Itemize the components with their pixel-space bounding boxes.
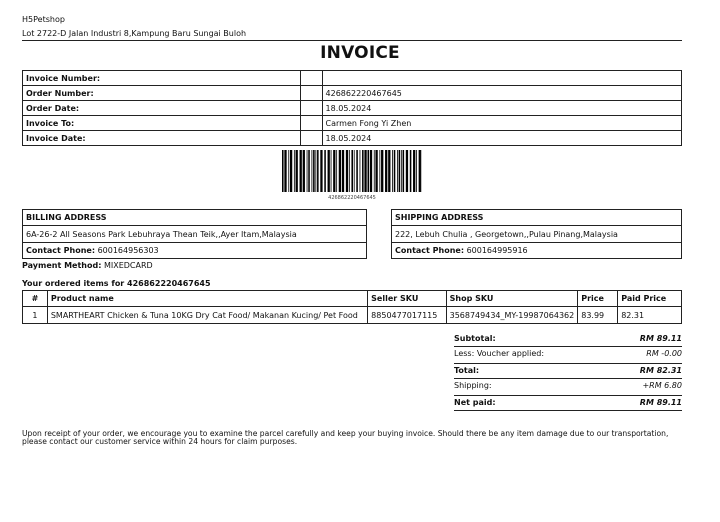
barcode-bar <box>351 150 353 192</box>
items-table <box>22 290 682 324</box>
shop-name: H5Petshop <box>22 15 65 24</box>
barcode-bar <box>294 150 295 192</box>
barcode-bar <box>331 150 332 192</box>
info-label: Invoice To: <box>23 116 301 131</box>
info-row <box>23 116 682 131</box>
barcode-bar <box>342 150 344 192</box>
barcode-image <box>282 150 422 192</box>
info-row <box>23 71 682 86</box>
barcode-bar <box>368 150 370 192</box>
barcode-bar <box>381 150 383 192</box>
info-label: Invoice Date: <box>23 131 301 146</box>
table-row <box>23 307 682 324</box>
barcode-bar <box>403 150 405 192</box>
barcode-bar <box>320 150 322 192</box>
barcode-number: 426862220467645 <box>328 195 376 201</box>
barcode-bar <box>416 150 417 192</box>
summary-shipping: Shipping: +RM 6.80 <box>454 381 682 390</box>
barcode-bar <box>370 150 372 192</box>
item-product-name: SMARTHEART Chicken & Tuna 10KG Dry Cat Food/ Makanan Kucing/ Pet Food <box>47 307 367 324</box>
shipping-phone: 600164995916 <box>466 246 528 255</box>
barcode-bar <box>288 150 289 192</box>
barcode-bar <box>339 150 341 192</box>
info-value: Carmen Fong Yi Zhen <box>322 116 681 131</box>
info-row <box>23 86 682 101</box>
info-label: Invoice Number: <box>23 71 301 86</box>
barcode-bar <box>349 150 350 192</box>
item-seller-sku: 8850477017115 <box>368 307 446 324</box>
barcode-bar <box>324 150 326 192</box>
item-index: 1 <box>23 307 48 324</box>
barcode-bar <box>336 150 337 192</box>
barcode-bar <box>290 150 292 192</box>
payment-method <box>22 261 153 270</box>
barcode-bar <box>296 150 298 192</box>
barcode-bar <box>419 150 421 192</box>
info-label: Order Date: <box>23 101 301 116</box>
info-value: 18.05.2024 <box>322 101 681 116</box>
info-row <box>23 101 682 116</box>
summary-subtotal: Subtotal: RM 89.11 <box>454 334 682 343</box>
barcode-bar <box>307 150 308 192</box>
barcode-bar <box>379 150 380 192</box>
invoice-info-table <box>22 70 682 146</box>
barcode-bar <box>328 150 330 192</box>
info-value <box>322 71 681 86</box>
shipping-address: 222, Lebuh Chulia , Georgetown,,Pulau Pinang,Malaysia <box>392 226 682 243</box>
barcode-bar <box>282 150 284 192</box>
col-header: Seller SKU <box>368 291 446 307</box>
billing-phone-label: Contact Phone: <box>26 246 96 255</box>
summary-voucher: Less: Voucher applied: RM -0.00 <box>454 349 682 358</box>
info-value: 426862220467645 <box>322 86 681 101</box>
billing-phone: 600164956303 <box>97 246 159 255</box>
barcode-bar <box>401 150 402 192</box>
barcode-bar <box>356 150 358 192</box>
address-table-shipping <box>391 209 682 259</box>
barcode-bar <box>313 150 315 192</box>
billing-address: 6A-26-2 All Seasons Park Lebuhraya Thean Teik,,Ayer Itam,Malaysia <box>23 226 367 243</box>
item-price: 83.99 <box>578 307 618 324</box>
payment-value: MIXEDCARD <box>103 261 153 270</box>
barcode-bar <box>312 150 313 192</box>
summary-total: Total: RM 82.31 <box>454 366 682 375</box>
barcode-bar <box>346 150 348 192</box>
shipping-phone-label: Contact Phone: <box>395 246 465 255</box>
col-header: Product name <box>47 291 367 307</box>
barcode-bar <box>362 150 364 192</box>
billing-header: BILLING ADDRESS <box>23 210 367 226</box>
barcode-bar <box>300 150 302 192</box>
address-table-billing <box>22 209 367 259</box>
barcode-bar <box>394 150 396 192</box>
info-value: 18.05.2024 <box>322 131 681 146</box>
barcode-bar <box>410 150 412 192</box>
barcode-bar <box>308 150 310 192</box>
barcode-bar <box>406 150 408 192</box>
item-paid-price: 82.31 <box>618 307 682 324</box>
barcode-bar <box>315 150 316 192</box>
barcode-bar <box>303 150 305 192</box>
invoice-title: INVOICE <box>320 43 400 63</box>
shipping-header: SHIPPING ADDRESS <box>392 210 682 226</box>
payment-label: Payment Method: <box>22 261 102 270</box>
footer-note: Upon receipt of your order, we encourage you to examine the parcel carefully and keep your buying invoice. Should there be any item damage due to our transportation, please contact our customer service within 24 hours for claim purposes. <box>22 429 669 446</box>
items-header-row <box>23 291 682 307</box>
info-label: Order Number: <box>23 86 301 101</box>
barcode-bar <box>385 150 387 192</box>
barcode-bar <box>397 150 398 192</box>
barcode-bar <box>333 150 335 192</box>
barcode-bar <box>399 150 401 192</box>
barcode-bar <box>388 150 390 192</box>
barcode-bar <box>413 150 415 192</box>
col-header: Paid Price <box>618 291 682 307</box>
barcode-bar <box>375 150 377 192</box>
summary-net-paid: Net paid: RM 89.11 <box>454 398 682 407</box>
barcode-bar <box>360 150 361 192</box>
barcode-bar <box>354 150 355 192</box>
barcode-bar <box>284 150 286 192</box>
barcode-bar <box>317 150 319 192</box>
info-row <box>23 131 682 146</box>
summary-divider <box>454 410 682 411</box>
items-heading: Your ordered items for 426862220467645 <box>22 279 211 288</box>
header-divider <box>22 40 682 41</box>
barcode-bar <box>374 150 375 192</box>
shop-address: Lot 2722-D Jalan Industri 8,Kampung Baru Sungai Buloh <box>22 29 247 38</box>
barcode-bar <box>364 150 366 192</box>
col-header: # <box>23 291 48 307</box>
col-header: Shop SKU <box>446 291 578 307</box>
item-shop-sku: 3568749434_MY-19987064362 <box>446 307 578 324</box>
barcode-bar <box>392 150 393 192</box>
col-header: Price <box>578 291 618 307</box>
